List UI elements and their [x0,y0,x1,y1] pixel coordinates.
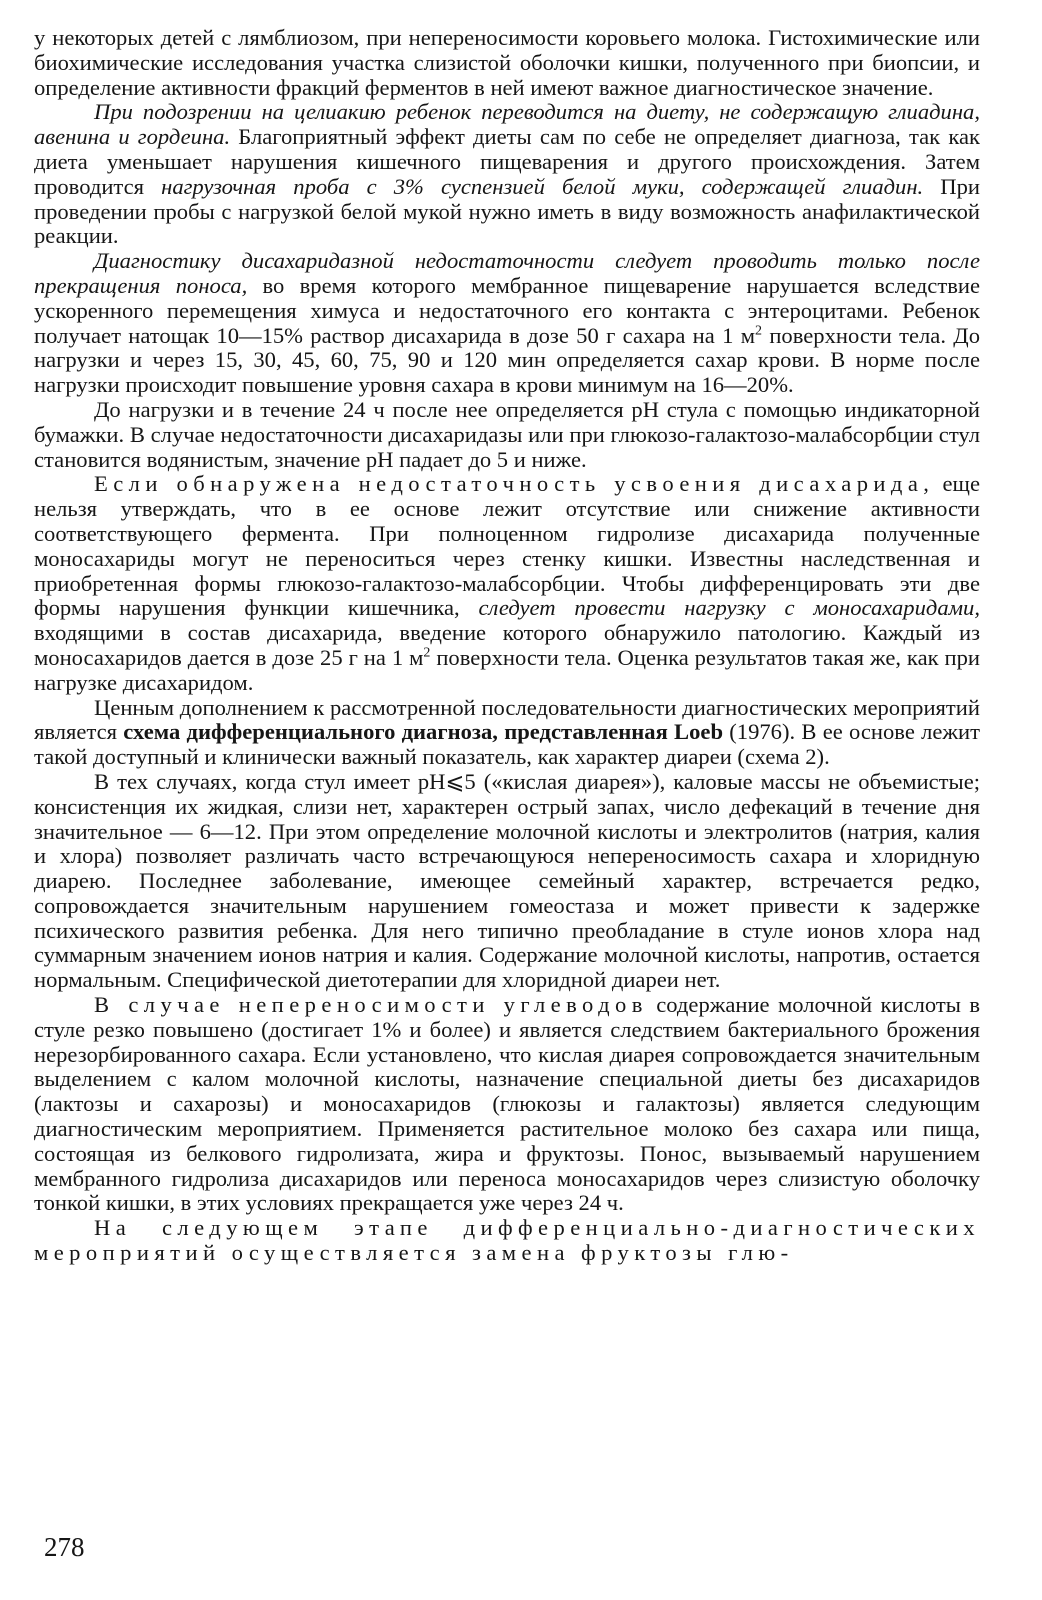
superscript: 2 [755,323,763,339]
text-run: поверхности тела. Оценка результатов такая же, как при нагрузке дисахаридом. [34,644,980,695]
text-run: (1976). В ее основе лежит такой доступный и клинически важный показатель, как характер диареи (схема 2). [34,719,980,770]
italic-emphasis: Диагностику дисахаридазной недостаточности следует проводить только после прекращения поноса, [34,248,980,298]
text-run: во время которого мембранное пищеварение нарушается вследствие ускоренного перемещения химуса и недостаточного его контакта с энтероцитами. Ребенок получает натощак 10—15% раствор дисахарида в дозе 50 г сахара на 1 м [34,272,980,348]
text-run: еще нельзя утверждать, что в ее основе лежит отсутствие или снижение активности соответствующего фермента. При полноценном гидролизе дисахарида полученные моносахариды могут не переноситься через стенку кишки. Известны наследственная и приобретенная формы глюкозо-галактозо-малабсорбции. Чтобы дифференцировать эти две формы нарушения функции кишечника, [34,471,980,621]
paragraph [34,696,980,770]
body-text [34,26,980,1266]
text-run: Благоприятный эффект диеты сам по себе не определяет диагноза, так как диета уменьшает нарушения кишечного пищеварения и другого происхождения. Затем проводится [34,124,980,199]
paragraph [34,398,980,472]
paragraph [34,770,980,993]
spaced-emphasis: На следующем этапе дифференциально-диагностических мероприятий осуществляется замена фруктозы глю- [34,1215,980,1266]
page-number: 278 [44,1532,85,1562]
superscript: 2 [423,645,431,661]
text-run: При проведении пробы с нагрузкой белой мукой нужно иметь в виду возможность анафилактической реакции. [34,173,981,249]
spaced-emphasis: Если обнаружена недостаточность усвоения дисахарида, [94,471,935,497]
text-run: содержание молочной кислоты в стуле резко повышено (достигает 1% и более) и является следствием бактериального брожения нерезорбированного сахара. Если установлено, что кислая диарея сопровождается значительным выделением с калом молочной кислоты, назначение специальной диеты без дисахаридов (лактозы и сахарозы) и моносахаридов (глюкозы и галактозы) является следующим диагностическим мероприятием. Применяется растительное молоко без сахара или пища, состоящая из белкового гидролизата, жира и фруктозы. Понос, вызываемый нарушением мембранного гидролиза дисахаридов или переноса моносахаридов через слизистую оболочку тонкой кишки, в этих условиях прекращается уже через 24 ч. [34,992,981,1216]
text-run: у некоторых детей с лямблиозом, при непереносимости коровьего молока. Гистохимические или биохимические исследования участка слизистой оболочки кишки, полученного при биопсии, и определение активности фракций ферментов в ней имеют важное диагностическое значение. [34,25,980,100]
text-run: поверхности тела. До нагрузки и через 15, 30, 45, 60, 75, 90 и 120 мин определяется сахар крови. В норме после нагрузки происходит повышение уровня сахара в крови минимум на 16—20%. [34,322,981,398]
paragraph [34,1216,980,1266]
paragraph [34,100,980,249]
bold-emphasis: схема дифференциального диагноза, представленная Loeb [123,719,724,745]
italic-emphasis: При подозрении на целиакию ребенок переводится на диету, не содержащую глиадина, авенина и гордеина. [34,99,980,150]
paragraph [34,472,980,695]
italic-emphasis: нагрузочная проба с 3% суспензией белой муки, содержащей глиадин. [161,173,924,199]
text-run: В тех случаях, когда стул имеет рН⩽5 («кислая диарея»), каловые массы не объемистые; консистенция их жидкая, слизи нет, характерен острый запах, число дефекаций в течение дня значительное — 6—12. При этом определение молочной кислоты и электролитов (натрия, калия и хлора) позволяет различать часто встречающуюся непереносимость сахара и хлоридную диарею. Последнее заболевание, имеющее семейный характер, встречается редко, сопровождается значительным нарушением гомеостаза и может привести к задержке психического развития ребенка. Для него типично преобладание в стуле ионов хлора над суммарным значением ионов натрия и калия. Содержание молочной кислоты, напротив, остается нормальным. Специфической диетотерапии для хлоридной диареи нет. [34,768,980,993]
paragraph [34,26,980,100]
text-run: До нагрузки и в течение 24 ч после нее определяется рН стула с помощью индикаторной бумажки. В случае недостаточности дисахаридазы или при глюкозо-галактозо-малабсорбции стул становится водянистым, значение рН падает до 5 и ниже. [34,396,980,472]
spaced-emphasis: В случае непереносимости углеводов [94,992,648,1018]
text-run: Ценным дополнением к рассмотренной последовательности диагностических мероприятий является [34,694,980,745]
italic-emphasis: следует провести нагрузку с моносахаридами, [478,595,980,621]
text-run: входящими в состав дисахарида, введение которого обнаружило патологию. Каждый из моносахаридов дается в дозе 25 г на 1 м [34,620,980,670]
paragraph [34,993,980,1216]
paragraph [34,249,980,398]
